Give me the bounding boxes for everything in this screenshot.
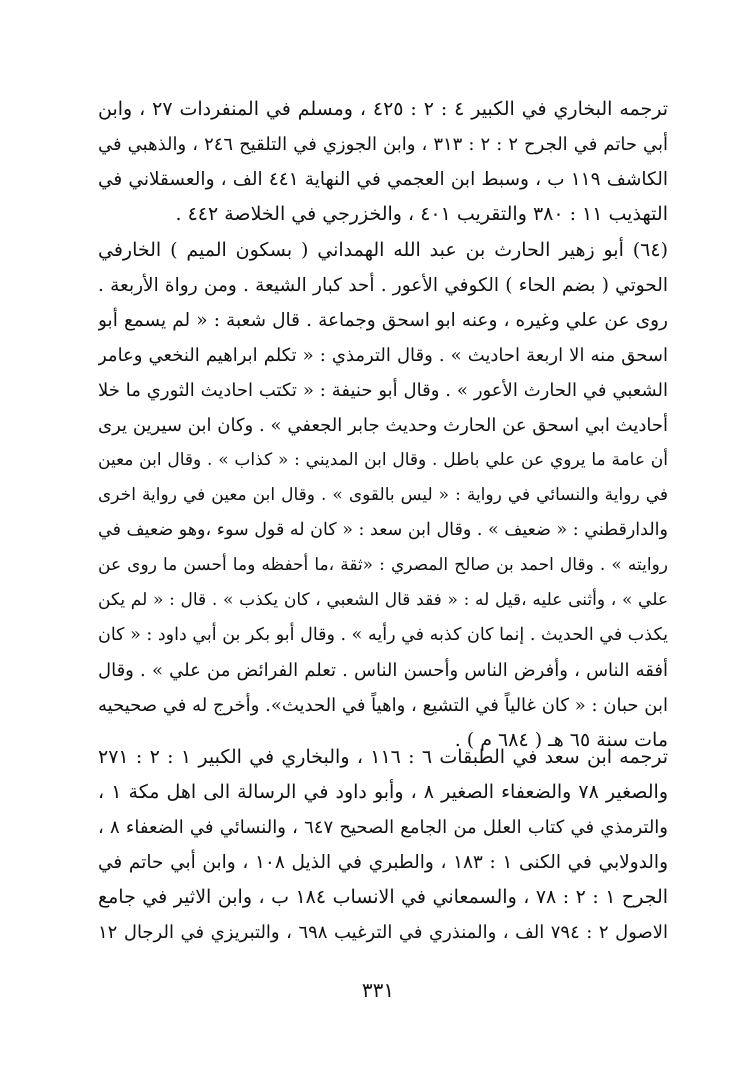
text-line: الكاشف ١١٩ ب ، وسبط ابن العجمي في النهاية ٤٤١ الف ، والعسقلاني في (98, 169, 668, 190)
page-number: ٣٣١ (361, 978, 395, 1002)
text-line: يكذب في الحديث . إنما كان كذبه في رأيه » . وقال أبو بكر بن أبي داود : « كان (98, 625, 668, 645)
text-line: ترجمه البخاري في الكبير ٤ : ٢ : ٤٢٥ ، ومسلم في المنفردات ٢٧ ، وابن (98, 98, 668, 120)
text-line: علي » ، وأثنى عليه ،قيل له : « فقد قال الشعبي ، كان يكذب » . قال : « لم يكن (98, 590, 668, 610)
text-line: أبي حاتم في الجرح ٢ : ٢ : ٣١٣ ، وابن الجوزي في التلقيح ٢٤٦ ، والذهبي في (98, 134, 668, 155)
paragraph-biography-64 (98, 233, 668, 758)
text-line: والدولابي في الكنى ١ : ١٨٣ ، والطبري في الذيل ١٠٨ ، وابن أبي حاتم في (98, 852, 668, 873)
text-line: اسحق منه الا اربعة احاديث » . وقال الترمذي : « تكلم ابراهيم النخعي وعامر (98, 345, 668, 366)
text-line: أحاديث ابي اسحق عن الحارث وحديث جابر الجعفي » . وكان ابن سيرين يرى (98, 415, 668, 436)
text-line: الجرح ١ : ٢ : ٧٨ ، والسمعاني في الانساب ١٨٤ ب ، وابن الاثير في جامع (98, 886, 668, 908)
text-line: أن عامة ما يروي عن علي باطل . وقال ابن المديني : « كذاب » . وقال ابن معين (98, 450, 668, 470)
text-line: أفقه الناس ، وأفرض الناس وأحسن الناس . تعلم الفرائض من علي » . وقال (98, 660, 668, 681)
text-line: روى عن علي وغيره ، وعنه ابو اسحق وجماعة . قال شعبة : « لم يسمع أبو (98, 310, 668, 331)
paragraph-references-2 (98, 740, 668, 950)
text-line: والصغير ٧٨ والضعفاء الصغير ٨ ، وأبو داود في الرسالة الى اهل مكة ١ ، (98, 781, 668, 803)
text-line: في رواية والنسائي في رواية : « ليس بالقوى » . وقال ابن معين في رواية اخرى (98, 485, 668, 505)
text-line: الاصول ٢ : ٧٩٤ الف ، والمنذري في الترغيب ٦٩٨ ، والتبريزي في الرجال ١٢ (98, 922, 668, 943)
text-line: الشعبي في الحارث الأعور » . وقال أبو حنيفة : « تكتب احاديث الثوري ما خلا (98, 380, 668, 401)
text-line: ابن حبان : « كان غالياً في التشيع ، واهياً في الحديث». وأخرج له في صحيحيه (98, 695, 668, 716)
text-line: الحوتي ( بضم الحاء ) الكوفي الأعور . أحد كبار الشيعة . ومن رواة الأربعة . (98, 275, 668, 296)
text-line: روايته » . وقال احمد بن صالح المصري : «ثقة ،ما أحفظه وما أحسن ما روى عن (98, 555, 668, 575)
text-line: التهذيب ١١ : ٣٨٠ والتقريب ٤٠١ ، والخزرجي في الخلاصة ٤٤٢ . (175, 203, 668, 225)
text-line: والدارقطني : « ضعيف » . وقال ابن سعد : « كان له قول سوء ،وهو ضعيف في (98, 520, 668, 540)
text-line: مات سنة ٦٥ هـ ( ٦٨٤ م ) . (454, 729, 668, 751)
paragraph-references-1 (98, 92, 668, 232)
text-line: ترجمه ابن سعد في الطبقات ٦ : ١١٦ ، والبخاري في الكبير ١ : ٢ : ٢٧١ (98, 746, 668, 768)
text-line: (٦٤) أبو زهير الحارث بن عبد الله الهمداني ( بسكون الميم ) الخارفي (98, 239, 668, 261)
text-line: والترمذي في كتاب العلل من الجامع الصحيح ٦٤٧ ، والنسائي في الضعفاء ٨ ، (98, 817, 668, 838)
